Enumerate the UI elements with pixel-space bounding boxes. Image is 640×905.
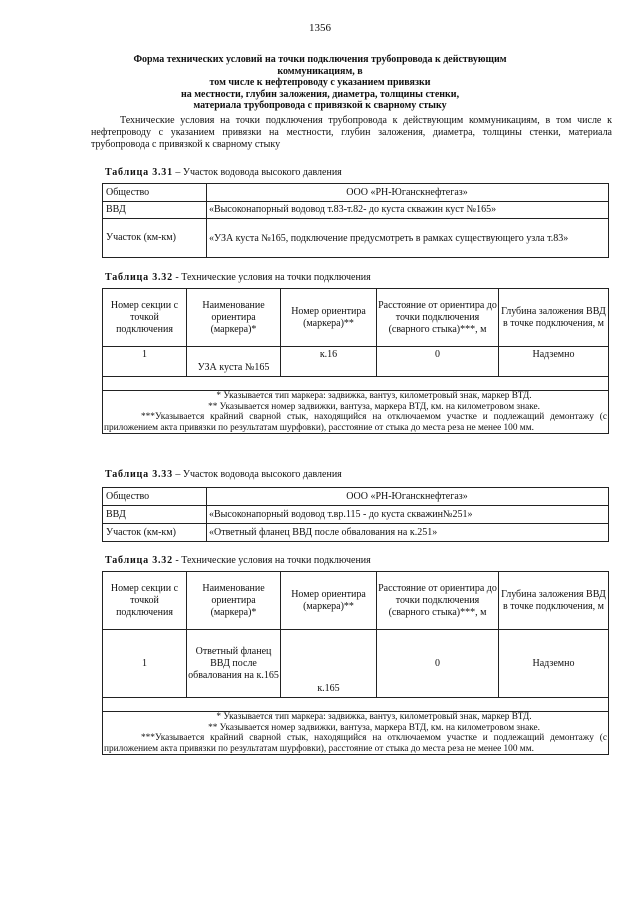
table-333-caption: [105, 469, 342, 480]
row-value: «УЗА куста №165, подключение предусмотреть в рамках существующего узла т.83»: [207, 219, 609, 258]
header-depth: Глубина заложения ВВД в точке подключения, м: [499, 572, 609, 630]
page-number: 1356: [309, 22, 331, 34]
intro-paragraph: Технические условия на точки подключения трубопровода к действующим коммуникациям, в том числе к нефтепроводу с указанием привязки на местности, глубин заложения, диаметра, толщины стенки, материала трубопровода с привязкой к сварному стыку: [91, 115, 612, 150]
cell-depth: Надземно: [499, 347, 609, 377]
row-key: Общество: [103, 184, 207, 202]
note-3: ***Указывается крайний сварной стык, находящийся на отключаемом участке и подлежащий демонтажу (с приложением акта привязки по результатам шурфовки), расстояние от стыка до места реза не менее 100 мм.: [104, 412, 607, 433]
header-marker-name: Наименование ориентира (маркера)*: [187, 289, 281, 347]
caption-text: - Технические условия на точки подключения: [172, 272, 371, 283]
row-value: «Ответный фланец ВВД после обвалования на к.251»: [207, 524, 609, 542]
table-332a: [102, 288, 609, 434]
header-marker-number: Номер ориентира (маркера)**: [281, 289, 377, 347]
caption-label: Таблица 3.32: [105, 555, 173, 566]
cell-marker-number: к.165: [281, 630, 377, 698]
document-title: [95, 54, 545, 112]
table-row: [103, 488, 609, 506]
row-key: Участок (км-км): [103, 524, 207, 542]
notes-cell: [103, 391, 609, 434]
empty-cell: [103, 698, 609, 712]
table-row: [103, 184, 609, 202]
table-notes-row: [103, 391, 609, 434]
caption-label: Таблица 3.31: [105, 167, 173, 178]
table-332b: [102, 571, 609, 755]
cell-marker-name: Ответный фланец ВВД после обвалования на к.165: [187, 630, 281, 698]
table-row: [103, 630, 609, 698]
note-3: ***Указывается крайний сварной стык, находящийся на отключаемом участке и подлежащий демонтажу (с приложением акта привязки по результатам шурфовки), расстояние от стыка до места реза не менее 100 мм.: [104, 733, 607, 754]
title-line: на местности, глубин заложения, диаметра, толщины стенки,: [180, 88, 460, 100]
header-section: Номер секции с точкой подключения: [103, 289, 187, 347]
header-section: Номер секции с точкой подключения: [103, 572, 187, 630]
title-line: материала трубопровода с привязкой к сварному стыку: [193, 100, 447, 111]
empty-cell: [103, 377, 609, 391]
header-distance: Расстояние от ориентира до точки подключения (сварного стыка)***, м: [377, 289, 499, 347]
row-value: ООО «РН-Юганскнефтегаз»: [207, 488, 609, 506]
header-marker-number: Номер ориентира (маркера)**: [281, 572, 377, 630]
table-header-row: [103, 572, 609, 630]
cell-distance: 0: [377, 347, 499, 377]
table-header-row: [103, 289, 609, 347]
header-depth: Глубина заложения ВВД в точке подключения, м: [499, 289, 609, 347]
table-row: [103, 219, 609, 258]
header-marker-name: Наименование ориентира (маркера)*: [187, 572, 281, 630]
cell-depth: Надземно: [499, 630, 609, 698]
table-row-empty: [103, 698, 609, 712]
header-distance: Расстояние от ориентира до точки подключения (сварного стыка)***, м: [377, 572, 499, 630]
row-key: Участок (км-км): [103, 219, 207, 258]
caption-text: – Участок водовода высокого давления: [172, 469, 342, 480]
table-row: [103, 524, 609, 542]
note-1: * Указывается тип маркера: задвижка, вантуз, километровый знак, маркер ВТД.: [216, 391, 532, 401]
note-2: ** Указывается номер задвижки, вантуза, маркера ВТД, км. на километровом знаке.: [208, 401, 540, 412]
note-2: ** Указывается номер задвижки, вантуза, маркера ВТД, км. на километровом знаке.: [208, 722, 540, 733]
caption-text: - Технические условия на точки подключения: [172, 555, 371, 566]
row-value: «Высоконапорный водовод т.вр.115 - до куста скважин№251»: [207, 506, 609, 524]
notes-cell: [103, 712, 609, 755]
caption-label: Таблица 3.33: [105, 469, 173, 480]
caption-text: – Участок водовода высокого давления: [172, 167, 342, 178]
table-331: [102, 183, 609, 258]
row-key: Общество: [103, 488, 207, 506]
cell-section: 1: [103, 630, 187, 698]
row-key: ВВД: [103, 506, 207, 524]
table-332b-caption: [105, 555, 371, 566]
table-333: [102, 487, 609, 542]
note-1: * Указывается тип маркера: задвижка, вантуз, километровый знак, маркер ВТД.: [216, 712, 532, 722]
title-line: Форма технических условий на точки подключения трубопровода к действующим коммуникациям, в: [133, 54, 507, 77]
table-row: [103, 506, 609, 524]
cell-marker-name: УЗА куста №165: [187, 347, 281, 377]
table-331-caption: [105, 167, 342, 178]
table-row-empty: [103, 377, 609, 391]
cell-distance: 0: [377, 630, 499, 698]
title-line: том числе к нефтепроводу с указанием привязки: [209, 77, 431, 88]
table-row: [103, 202, 609, 219]
table-332a-caption: [105, 272, 371, 283]
row-value: «Высоконапорный водовод т.83-т.82- до куста скважин куст №165»: [207, 202, 609, 219]
row-key: ВВД: [103, 202, 207, 219]
table-notes-row: [103, 712, 609, 755]
row-value: ООО «РН-Юганскнефтегаз»: [207, 184, 609, 202]
cell-marker-number: к.16: [281, 347, 377, 377]
cell-section: 1: [103, 347, 187, 377]
table-row: [103, 347, 609, 377]
caption-label: Таблица 3.32: [105, 272, 173, 283]
